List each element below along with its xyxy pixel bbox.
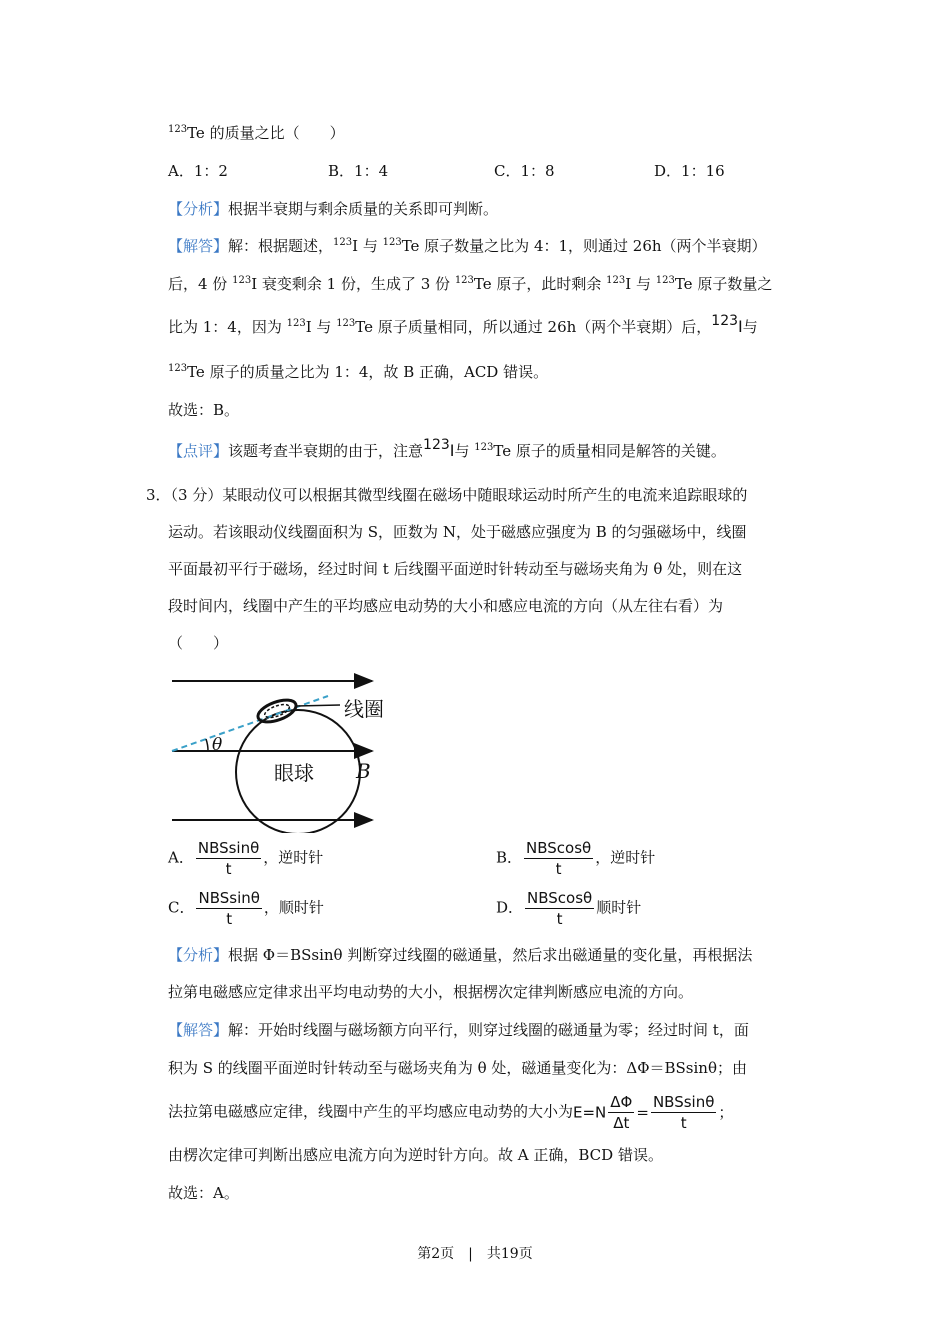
q3-option-a: A． $\frac{\text{NBSsinθ}}{t}$ ，逆时针: [168, 839, 324, 878]
q3-analysis-line-2: 拉第电磁感应定律求出平均电动势的大小，根据楞次定律判断感应电流的方向。: [168, 983, 694, 1001]
q2-analysis: 【分析】根据半衰期与剩余质量的关系即可判断。: [168, 200, 499, 218]
q3-stem-line-1: 3．（3 分）某眼动仪可以根据其微型线圈在磁场中随眼球运动时所产生的电流来追踪眼球的: [146, 486, 748, 504]
q2-stem-tail: $^{123}$Te 的质量之比（ ）: [168, 124, 345, 142]
q3-answer-line-3: 法拉第电磁感应定律，线圈中产生的平均感应电动势的大小为E=N $\frac{\Delta\Phi}{\Delta t}$ = $\frac{\text{NBSsinθ}}{t}$ ；: [168, 1093, 734, 1132]
q2-choice: 故选：B。: [168, 401, 240, 419]
coil-ellipse: [255, 696, 299, 727]
q2-answer-line-2: 后，4 份 $^{123}$I 衰变剩余 1 份，生成了 3 份 $^{123}$Te 原子，此时剩余 $^{123}$I 与 $^{123}$Te 原子数量之: [168, 275, 773, 293]
coil-plane-dashed-line: [172, 696, 328, 751]
coil-leader-line: [296, 705, 340, 706]
angle-arc: [206, 739, 208, 751]
q2-option-d: D．1：16: [654, 162, 725, 180]
q3-stem-line-2: 运动。若该眼动仪线圈面积为 S，匝数为 N，处于磁感应强度为 B 的匀强磁场中，线圈: [168, 523, 747, 541]
q3-stem-line-3: 平面最初平行于磁场，经过时间 t 后线圈平面逆时针转动至与磁场夹角为 θ 处，则在这: [168, 560, 743, 578]
q2-answer-line-1: 【解答】解：根据题述，$^{123}$I 与 $^{123}$Te 原子数量之比为 4：1，则通过 26h（两个半衰期）: [168, 237, 767, 255]
q3-stem-line-4: 段时间内，线圈中产生的平均感应电动势的大小和感应电流的方向（从左往右看）为: [168, 597, 724, 615]
q2-option-a: A．1：2: [168, 162, 228, 180]
q2-option-c: C．1：8: [494, 162, 555, 180]
coil-label: 线圈: [344, 697, 384, 721]
q3-option-d: D． $\frac{\text{NBScosθ}}{t}$ 顺时针: [496, 889, 642, 928]
q3-stem-line-5: （ ）: [168, 634, 229, 652]
theta-label: θ: [212, 735, 223, 755]
eye-coil-figure: [160, 668, 410, 833]
q2-comment: 【点评】该题考查半衰期的由于，注意123I与 $^{123}$Te 原子的质量相同是解答的关键。: [168, 437, 726, 460]
q3-answer-line-1: 【解答】解：开始时线圈与磁场额方向平行，则穿过线圈的磁通量为零；经过时间 t，面: [168, 1021, 749, 1039]
q3-option-c: C． $\frac{\text{NBSsinθ}}{t}$ ，顺时针: [168, 889, 324, 928]
q3-analysis-line-1: 【分析】根据 Φ＝BSsinθ 判断穿过线圈的磁通量，然后求出磁通量的变化量，再根据法: [168, 946, 753, 964]
eyeball-label: 眼球: [274, 761, 314, 785]
q3-option-b: B． $\frac{\text{NBScosθ}}{t}$ ，逆时针: [496, 839, 656, 878]
equation-emf: E=N: [573, 1103, 607, 1122]
q3-answer-line-4: 由楞次定律可判断出感应电流方向为逆时针方向。故 A 正确，BCD 错误。: [168, 1146, 663, 1164]
q2-answer-line-3: 比为 1：4，因为 $^{123}$I 与 $^{123}$Te 原子质量相同，所以通过 26h（两个半衰期）后，123I与: [168, 313, 758, 336]
page-footer: 第2页 | 共19页: [417, 1246, 533, 1262]
field-b-label: B: [356, 759, 371, 783]
q2-answer-line-4: $^{123}$Te 原子的质量之比为 1：4，故 B 正确，ACD 错误。: [168, 363, 549, 381]
q3-answer-line-2: 积为 S 的线圈平面逆时针转动至与磁场夹角为 θ 处，磁通量变化为：ΔΦ＝BSsinθ；由: [168, 1059, 747, 1077]
q3-choice: 故选：A。: [168, 1184, 239, 1202]
q2-option-b: B．1：4: [328, 162, 389, 180]
